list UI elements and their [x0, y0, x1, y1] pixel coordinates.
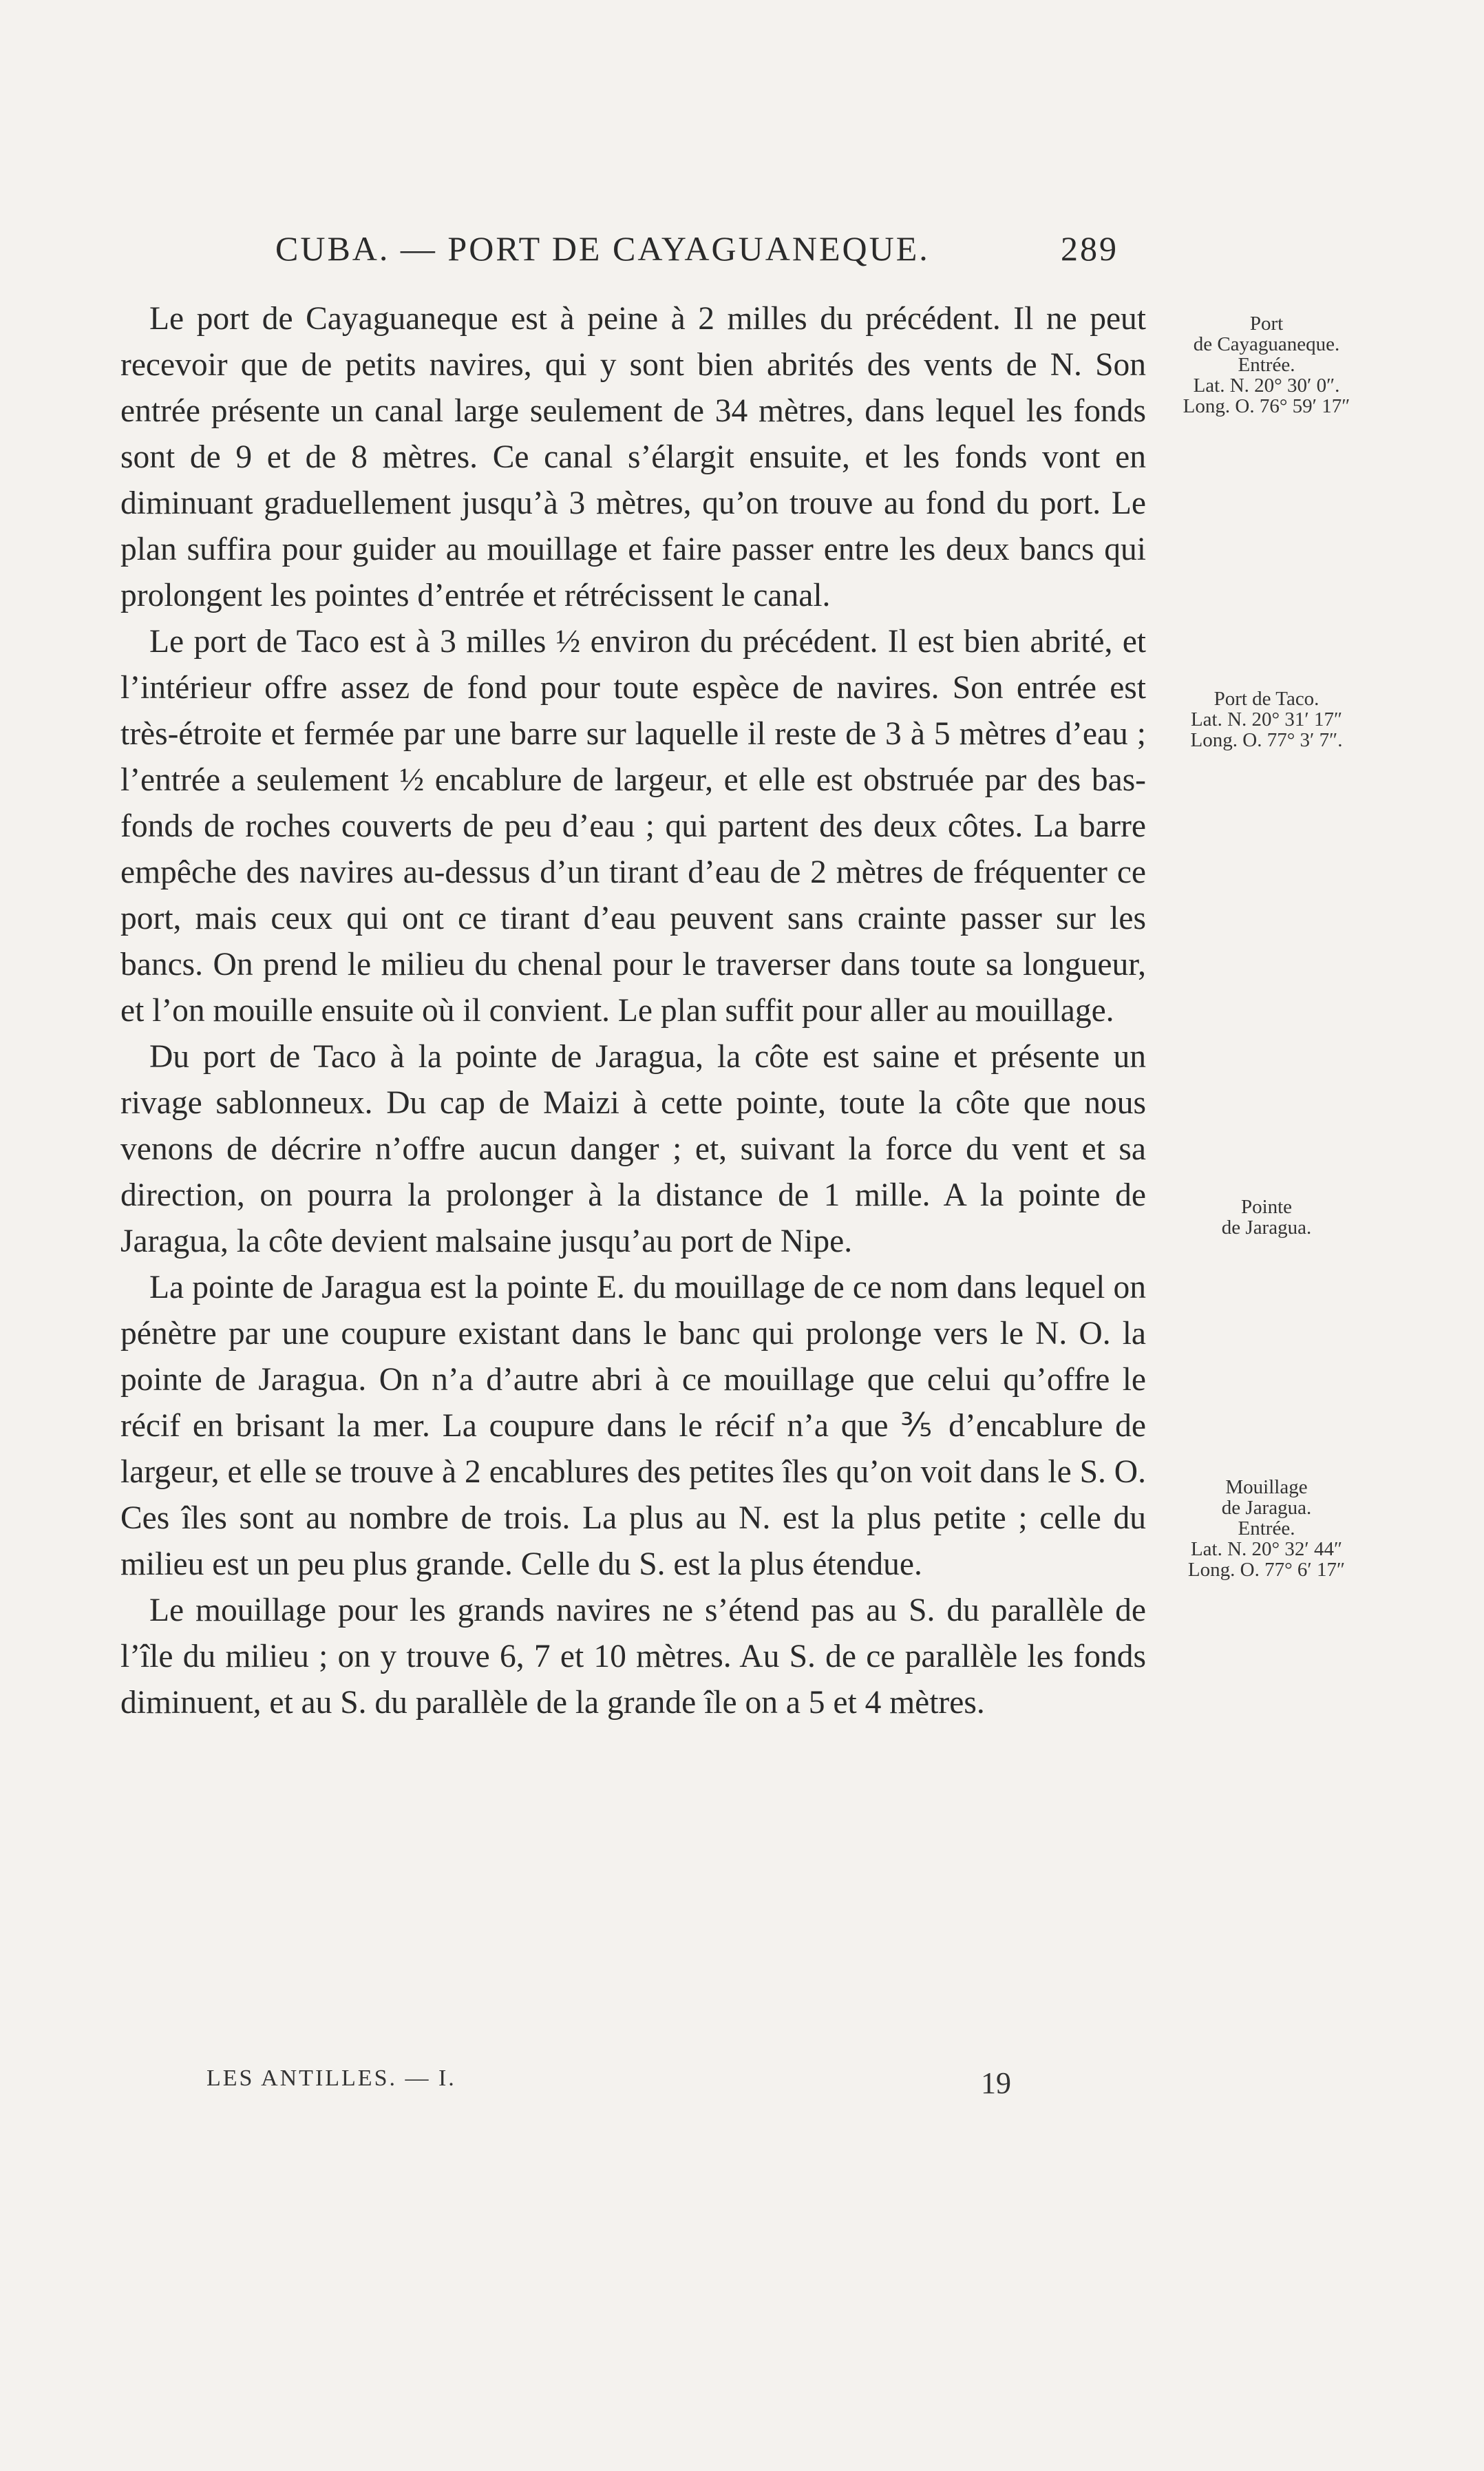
page-number: 289 — [1061, 229, 1119, 268]
header-title: CUBA. — PORT DE CAYAGUANEQUE. — [275, 229, 930, 268]
paragraph-anchorage-depths: Le mouillage pour les grands navires ne s’étend pas au S. du parallèle de l’île du milieu ; on y trouve 6, 7 et 10 mètres. Au S. de ce parallèle les fonds diminuent, et au S. du parallèle de la grande île on a 5 et 4 mètres. — [120, 1592, 1146, 1721]
note-line: de Jaragua. — [1221, 1497, 1312, 1519]
note-line: Port — [1249, 313, 1284, 335]
margin-note-taco — [1139, 688, 1394, 750]
note-line: de Cayaguaneque. — [1193, 333, 1340, 355]
note-line: Lat. N. 20° 32′ 44″ — [1190, 1538, 1343, 1560]
paragraph-jaragua-coast: Du port de Taco à la pointe de Jaragua, la côte est saine et présente un rivage sablonneux. Du cap de Maizi à cette pointe, toute la côte que nous venons de décrire n’offre aucun danger ; et, suivant la force du vent et sa direction, on pourra la prolonger à la distance de 1 mille. A la pointe de Jaragua, la côte devient malsaine jusqu’au port de Nipe. — [120, 1039, 1146, 1259]
main-text — [120, 296, 1146, 1726]
note-line: Entrée. — [1238, 1517, 1295, 1539]
paragraph-taco: Le port de Taco est à 3 milles ½ environ du précédent. Il est bien abrité, et l’intérieur offre assez de fond pour toute espèce de navires. Son entrée est très-étroite et fermée par une barre sur laquelle il reste de 3 à 5 mètres d’eau ; l’entrée a seulement ½ encablure de largeur, et elle est obstruée par des bas-fonds de roches couverts de peu d’eau ; qui partent des deux côtes. La barre empêche des navires au-dessus d’un tirant d’eau de 2 mètres de fréquenter ce port, mais ceux qui ont ce tirant d’eau peuvent sans crainte passer sur les bancs. On prend le milieu du chenal pour le traverser dans toute sa longueur, et l’on mouille ensuite où il convient. Le plan suffit pour aller au mouillage. — [120, 624, 1146, 1029]
margin-note-pointe-jaragua — [1139, 1197, 1394, 1238]
note-line: Port de Taco. — [1213, 688, 1319, 710]
note-line: Lat. N. 20° 30′ 0″. — [1193, 375, 1340, 397]
margin-note-mouillage-jaragua — [1139, 1477, 1394, 1580]
note-line: Long. O. 77° 6′ 17″ — [1187, 1559, 1346, 1581]
paragraph-cayaguaneque: Le port de Cayaguaneque est à peine à 2 milles du précédent. Il ne peut recevoir que de petits navires, qui y sont bien abrités des vents de N. Son entrée présente un canal large seulement de 34 mètres, dans lequel les fonds sont de 9 et de 8 mètres. Ce canal s’élargit ensuite, et les fonds vont en diminuant graduellement jusqu’à 3 mètres, qu’on trouve au fond du port. Le plan suffira pour guider au mouillage et faire passer entre les deux bancs qui prolongent les pointes d’entrée et rétrécissent le canal. — [120, 301, 1146, 613]
note-line: Lat. N. 20° 31′ 17″ — [1190, 708, 1343, 730]
note-line: Long. O. 77° 3′ 7″. — [1190, 729, 1343, 751]
note-line: de Jaragua. — [1221, 1217, 1312, 1239]
paragraph-jaragua-anchorage: La pointe de Jaragua est la pointe E. du mouillage de ce nom dans lequel on pénètre par une coupure existant dans le banc qui prolonge vers le N. O. la pointe de Jaragua. On n’a d’autre abri à ce mouillage que celui qu’offre le récif en brisant la mer. La coupure dans le récif n’a que ⅗ d’encablure de largeur, et elle se trouve à 2 encablures des petites îles qu’on voit dans le S. O. Ces îles sont au nombre de trois. La plus au N. est la plus petite ; celle du milieu est un peu plus grande. Celle du S. est la plus étendue. — [120, 1270, 1146, 1582]
note-line: Entrée. — [1238, 354, 1295, 376]
margin-note-cayaguaneque — [1139, 313, 1394, 417]
note-line: Mouillage — [1225, 1476, 1308, 1498]
signature-mark: LES ANTILLES. — I. — [206, 2065, 456, 2091]
note-line: Long. O. 76° 59′ 17″ — [1183, 395, 1350, 417]
signature-number: 19 — [981, 2066, 1011, 2100]
note-line: Pointe — [1240, 1196, 1293, 1218]
